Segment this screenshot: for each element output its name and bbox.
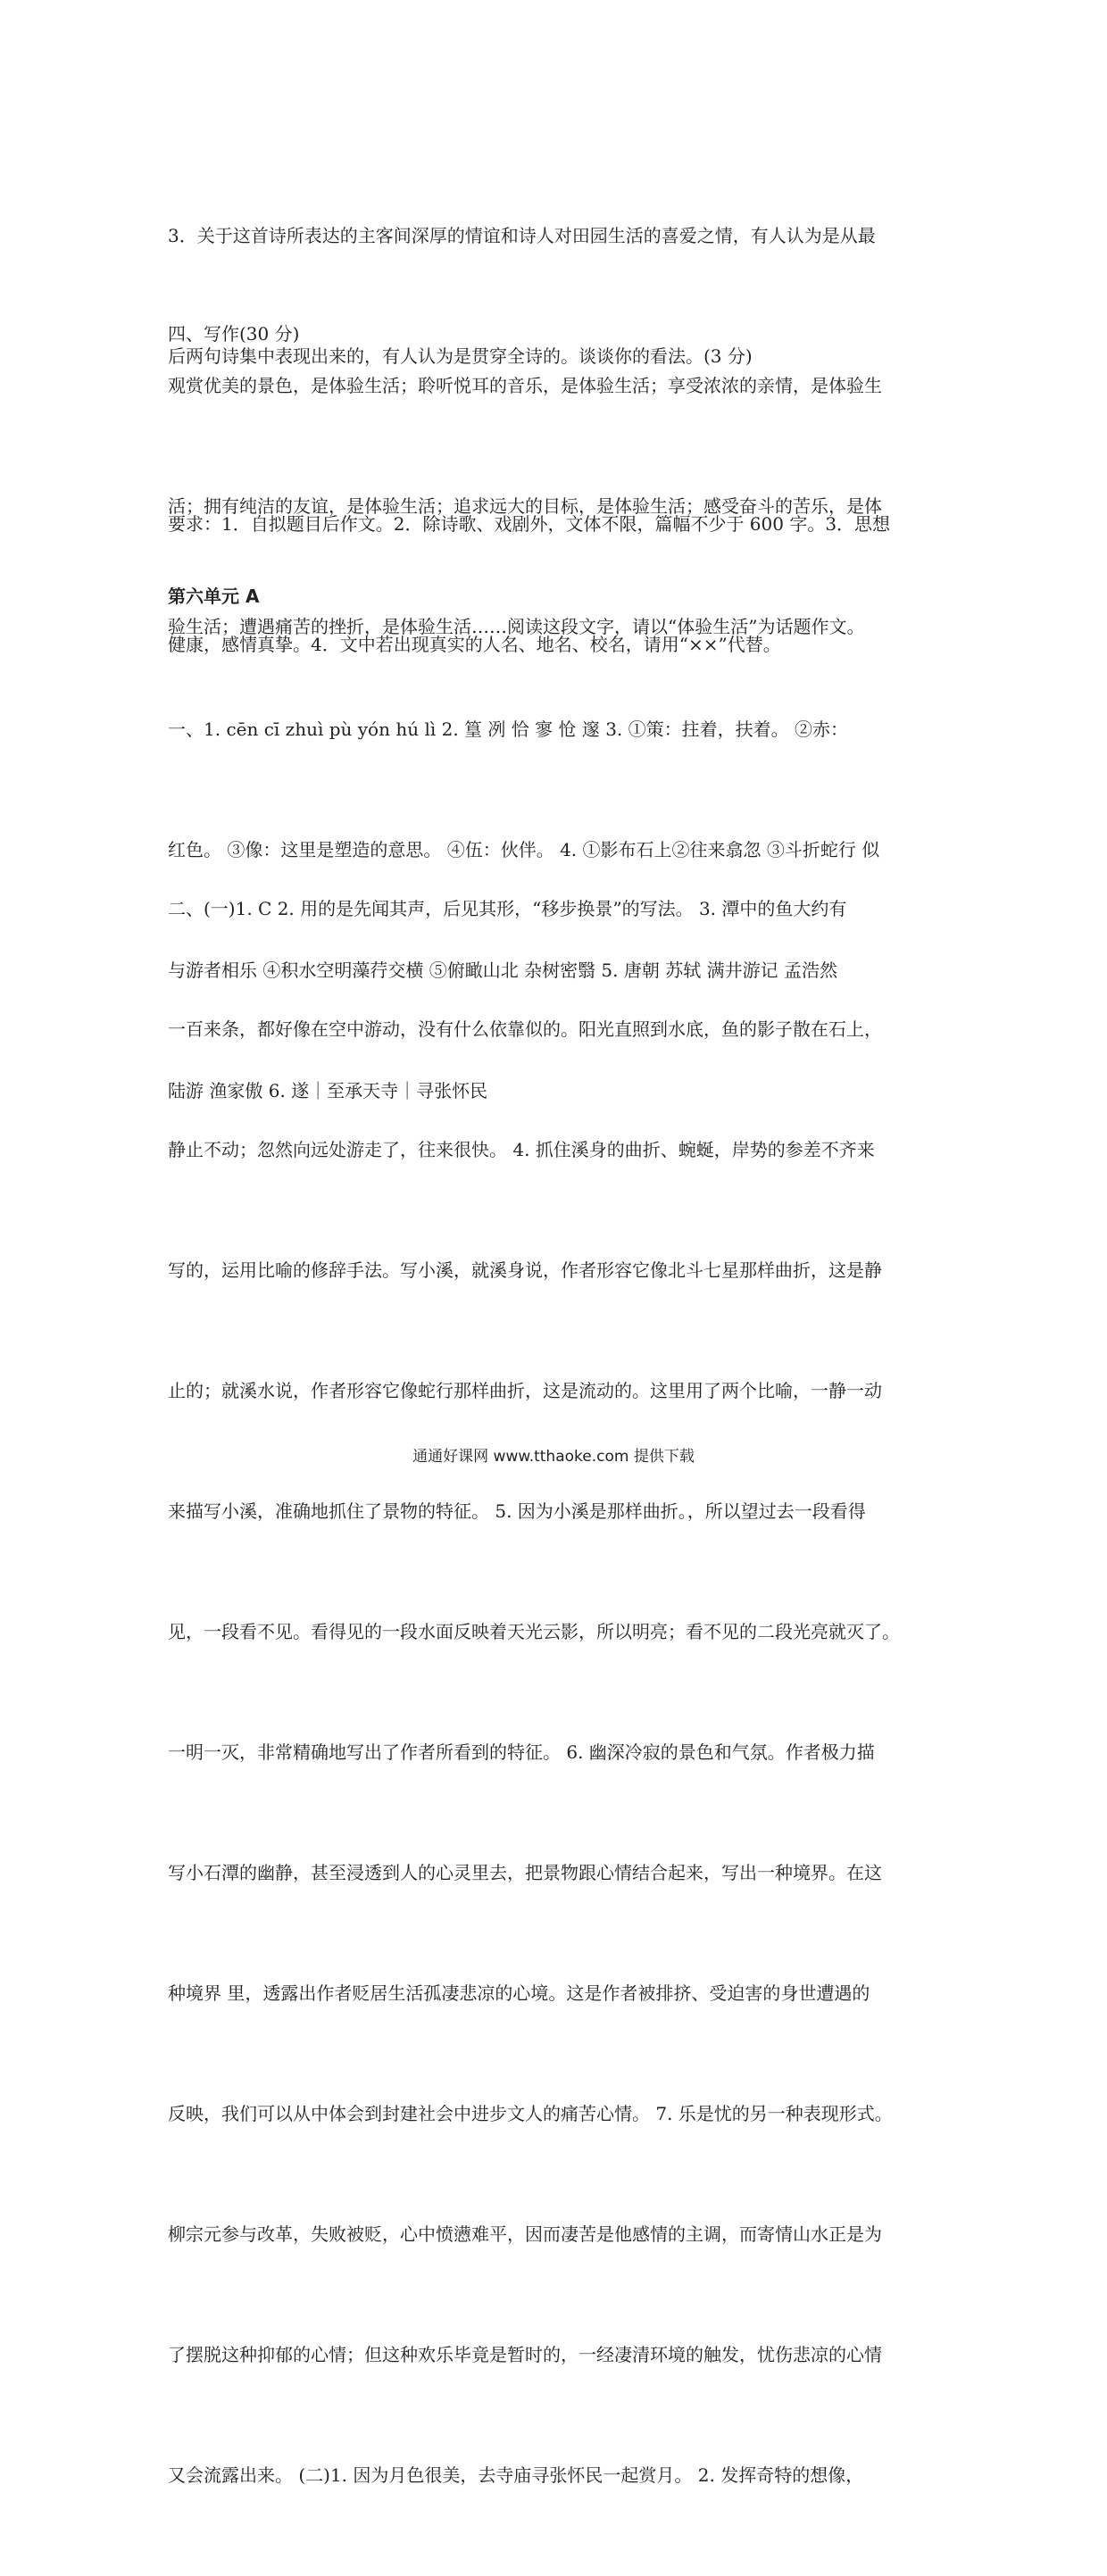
text-line: 验生活；遭遇痛苦的挫折，是体验生活……阅读这段文字，请以“体验生活”为话题作文。 — [168, 616, 865, 637]
text-line: 来描写小溪，准确地抓住了景物的特征。 5. 因为小溪是那样曲折。，所以望过去一段看得 — [168, 1500, 866, 1522]
text-line: 陆游 渔家傲 6. 遂｜至承天寺｜寻张怀民 — [168, 1080, 488, 1101]
text-line: 活；拥有纯洁的友谊，是体验生活；追求远大的目标，是体验生活；感受奋斗的苦乐，是体 — [168, 495, 882, 517]
writing-section-title: 四、写作(30 分) — [168, 323, 300, 345]
text-line: 3．关于这首诗所表达的主客间深厚的情谊和诗人对田园生活的喜爱之情，有人认为是从最 — [168, 225, 876, 246]
text-line: 观赏优美的景色，是体验生活；聆听悦耳的音乐，是体验生活；享受浓浓的亲情，是体验生 — [168, 375, 882, 396]
text-line: 止的；就溪水说，作者形容它像蛇行那样曲折，这是流动的。这里用了两个比喻，一静一动 — [168, 1380, 882, 1401]
text-line: 了摆脱这种抑郁的心情；但这种欢乐毕竟是暂时的，一经凄清环境的触发，忧伤悲凉的心情 — [168, 2344, 882, 2365]
text-line: 要求：1．自拟题目后作文。2．除诗歌、戏剧外，文体不限，篇幅不少于 600 字。3．思想 — [168, 513, 891, 535]
text-line: 柳宗元参与改革，失败被贬，心中愤懑难平，因而凄苦是他感情的主调，而寄情山水正是为 — [168, 2223, 882, 2245]
text-line: 写的，运用比喻的修辞手法。写小溪，就溪身说，作者形容它像北斗七星那样曲折，这是静 — [168, 1259, 882, 1281]
text-line: 写小石潭的幽静，甚至浸透到人的心灵里去，把景物跟心情结合起来，写出一种境界。在这 — [168, 1862, 882, 1883]
text-line: 后两句诗集中表现出来的，有人认为是贯穿全诗的。谈谈你的看法。(3 分) — [168, 345, 753, 367]
page-footer: 通通好课网 www.tthaoke.com 提供下载 — [412, 1448, 695, 1466]
text-line: 反映，我们可以从中体会到封建社会中进步文人的痛苦心情。 7. 乐是忧的另一种表现形式。 — [168, 2103, 893, 2124]
text-line: 二、(一)1. C 2. 用的是先闻其声，后见其形，“移步换景”的写法。 3. 潭中的鱼大约有 — [168, 898, 847, 919]
text-line: 又会流露出来。 (二)1. 因为月色很美，去寺庙寻张怀民一起赏月。 2. 发挥奇特的想像， — [168, 2464, 864, 2486]
unit-heading: 第六单元 A — [168, 586, 260, 607]
text-line: 一明一灭，非常精确地写出了作者所看到的特征。 6. 幽深冷寂的景色和气氛。作者极力描 — [168, 1741, 875, 1763]
text-line: 种境界 里，透露出作者贬居生活孤凄悲凉的心境。这是作者被排挤、受迫害的身世遭遇的 — [168, 1982, 870, 2004]
text-line: 静止不动；忽然向远处游走了，往来很快。 4. 抓住溪身的曲折、蜿蜒，岸势的参差不齐来 — [168, 1139, 875, 1160]
text-line: 一、1. cēn cī zhuì pù yón hú lì 2. 篁 冽 恰 寥 怆 邃 3. ①策：拄着，扶着。 ②赤： — [168, 719, 848, 740]
answers-part-2 — [168, 809, 945, 2576]
text-line: 见，一段看不见。看得见的一段水面反映着天光云影，所以明亮；看不见的二段光亮就灭了。 — [168, 1621, 900, 1642]
text-line: 红色。 ③像：这里是塑造的意思。 ④伍：伙伴。 4. ①影布石上②往来翕忽 ③斗折蛇行 似 — [168, 839, 880, 860]
text-line: 一百来条，都好像在空中游动，没有什么依靠似的。阳光直照到水底，鱼的影子散在石上， — [168, 1018, 882, 1040]
text-line: 健康，感情真挚。4．文中若出现真实的人名、地名、校名，请用“××”代替。 — [168, 634, 781, 655]
text-line: 与游者相乐 ④积水空明藻荇交横 ⑤俯瞰山北 杂树密翳 5. 唐朝 苏轼 满井游记 孟浩然 — [168, 960, 837, 981]
